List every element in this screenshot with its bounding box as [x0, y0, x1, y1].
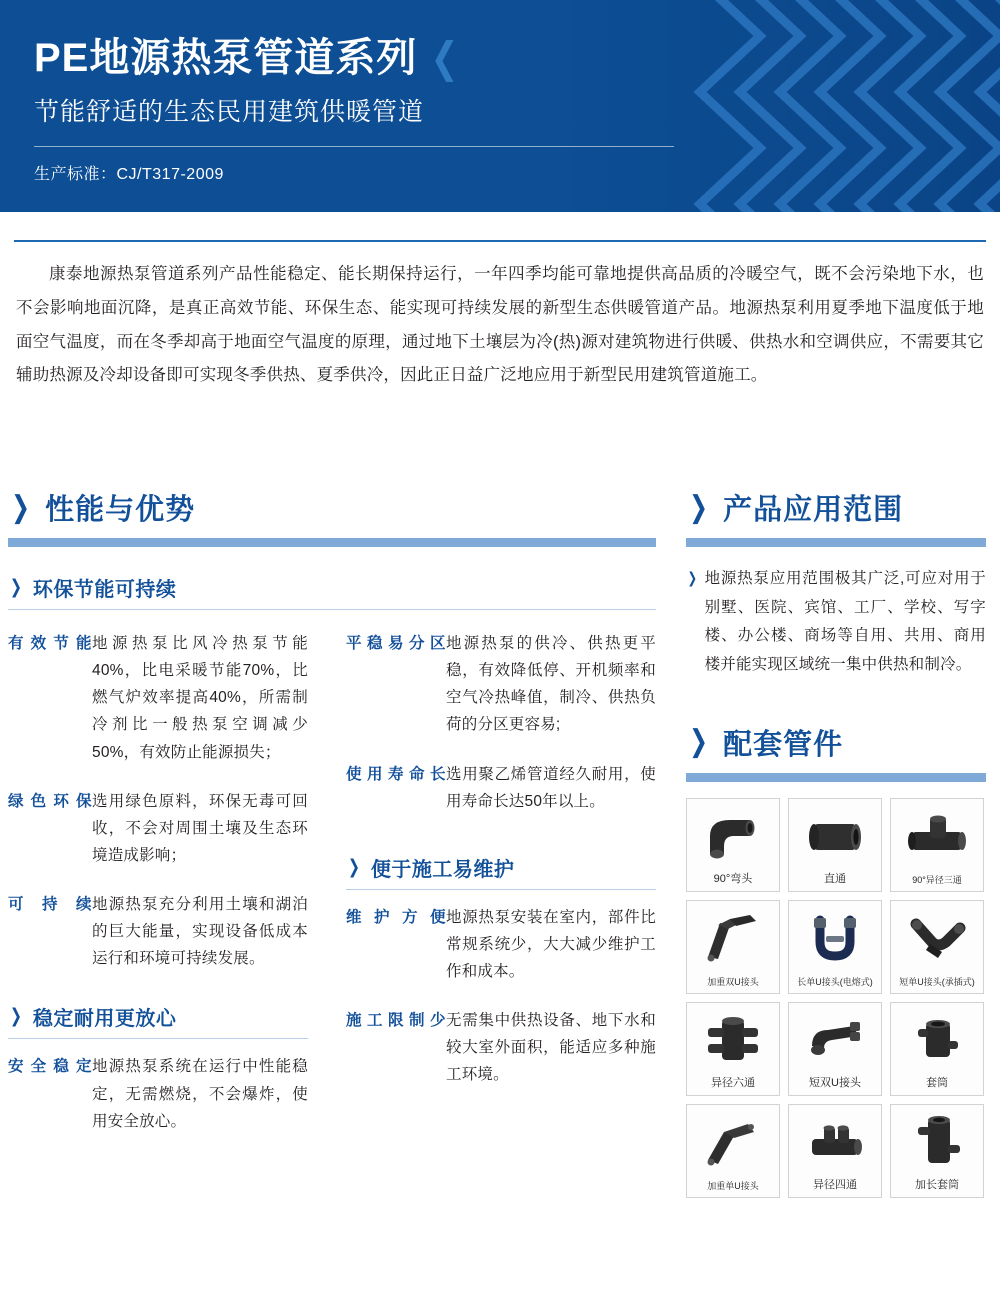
subsection-title-maintenance: 便于施工易维护 — [370, 858, 515, 881]
sleeve-icon — [891, 1003, 983, 1077]
feature-text: 地源热泵安装在室内，部件比常规系统少，大大减少维护工作和成本。 — [446, 908, 656, 980]
feature-text: 地源热泵的供冷、供热更平稳，有效降低停、开机频率和空气冷热峰值，制冷、供热负荷的分区更容易; — [446, 635, 656, 734]
fitting-caption: 90°异径三通 — [912, 874, 962, 885]
subsection-divider-eco — [8, 609, 656, 610]
short-double-u-icon — [789, 1003, 881, 1077]
chevron-right-icon: ❯ — [689, 490, 708, 524]
section-bar-performance — [8, 538, 656, 547]
section-heading-application — [686, 487, 986, 528]
fitting-caption: 异径四通 — [813, 1178, 857, 1191]
chevron-right-icon: ❯ — [347, 856, 360, 878]
chevron-right-icon: ❯ — [11, 490, 30, 524]
fitting-cell[interactable] — [686, 798, 780, 892]
fitting-caption: 长单U接头(电熔式) — [797, 976, 873, 987]
features-column-b — [346, 616, 656, 1089]
extended-sleeve-icon — [891, 1105, 983, 1179]
subsection-title-eco: 环保节能可持续 — [32, 579, 177, 601]
feature-label: 有效节能 — [8, 635, 92, 652]
fitting-cell[interactable] — [788, 1104, 882, 1198]
chevron-right-icon: ❯ — [9, 1006, 22, 1028]
fitting-cell[interactable] — [890, 900, 984, 994]
title-row — [34, 36, 734, 80]
feature-label: 平稳易分区 — [346, 635, 446, 652]
fitting-caption: 90°弯头 — [713, 872, 753, 885]
fitting-caption: 短双U接头 — [809, 1076, 861, 1089]
features-column-a — [8, 616, 308, 1135]
production-standard: 生产标准：CJ/T317-2009 — [34, 166, 224, 183]
feature-row — [8, 1053, 308, 1134]
reducing-tee-90-icon — [891, 799, 983, 875]
reducing-cross-six-icon — [687, 1003, 779, 1077]
elbow-90-icon — [687, 799, 779, 873]
page-subtitle: 节能舒适的生态民用建筑供暖管道 — [34, 98, 425, 126]
fitting-caption: 加长套筒 — [915, 1178, 959, 1191]
fitting-cell[interactable] — [890, 798, 984, 892]
chevron-right-icon: ❯ — [9, 577, 22, 598]
subsection-divider-maintenance — [346, 889, 656, 890]
fittings-grid — [686, 798, 986, 1198]
feature-text: 无需集中供热设备、地下水和较大室外面积，能适应多种施工环境。 — [446, 1012, 656, 1084]
feature-text: 地源热泵系统在运行中性能稳定，无需燃烧，不会爆炸，使用安全放心。 — [92, 1058, 308, 1130]
fitting-cell[interactable] — [788, 1002, 882, 1096]
subsection-heading-stable — [8, 1002, 308, 1031]
fitting-caption: 直通 — [824, 872, 846, 885]
subsection-heading-maintenance — [346, 853, 656, 882]
section-bar-fittings — [686, 773, 986, 782]
feature-label: 维护方便 — [346, 908, 446, 926]
long-single-u-electrofusion-icon — [789, 901, 881, 977]
fitting-cell[interactable] — [686, 1002, 780, 1096]
fitting-cell[interactable] — [686, 900, 780, 994]
feature-label: 安全稳定 — [8, 1058, 92, 1076]
fitting-cell[interactable] — [788, 900, 882, 994]
short-single-u-socket-icon — [891, 901, 983, 977]
fitting-cell[interactable] — [890, 1104, 984, 1198]
feature-row — [346, 904, 656, 985]
fitting-cell[interactable] — [788, 798, 882, 892]
chevron-right-icon: ❯ — [687, 570, 698, 587]
subsection-divider-stable — [8, 1038, 308, 1039]
left-column — [8, 487, 668, 1316]
fitting-caption: 异径六通 — [711, 1076, 755, 1089]
section-heading-fittings — [686, 722, 986, 763]
section-bar-application — [686, 538, 986, 547]
feature-text: 地源热泵比风冷热泵节能40%，比电采暖节能70%，比燃气炉效率提高40%，所需制冷剂比一般热泵空调减少50%，有效防止能源损失； — [92, 635, 308, 761]
feature-row — [346, 630, 656, 739]
fitting-caption: 加重单U接头 — [707, 1180, 759, 1191]
feature-text: 地源热泵充分利用土壤和湖泊的巨大能量，实现设备低成本运行和环境可持续发展。 — [92, 896, 308, 968]
right-column — [686, 487, 986, 1198]
heavy-single-u-icon — [687, 1105, 779, 1181]
section-heading-performance — [8, 487, 668, 528]
chevron-right-icon: ❯ — [689, 725, 708, 759]
title-chevron-icon: ❮ — [430, 34, 460, 81]
feature-text: 选用聚乙烯管道经久耐用，使用寿命长达50年以上。 — [446, 765, 656, 810]
feature-row — [346, 761, 656, 815]
reducing-cross-four-icon — [789, 1105, 881, 1179]
fitting-cell[interactable] — [686, 1104, 780, 1198]
feature-row — [346, 1007, 656, 1088]
feature-row — [8, 891, 308, 972]
page-title: PE地源热泵管道系列 — [34, 36, 418, 80]
fitting-cell[interactable] — [890, 1002, 984, 1096]
application-paragraph — [686, 565, 986, 680]
intro-paragraph: 康泰地源热泵管道系列产品性能稳定、能长期保持运行，一年四季均能可靠地提供高品质的冷暖空气，既不会污染地下水，也不会影响地面沉降，是真正高效节能、环保生态、能实现可持续发展的新型生态供暖管道产品。地源热泵利用夏季地下温度低于地面空气温度，而在冬季却高于地面空气温度的原理，通过地下土壤层为冷(热)源对建筑物进行供暖、供热水和空调供应，不需要其它辅助热源及冷却设备即可实现冬季供热、夏季供冷，因此正日益广泛地应用于新型民用建筑管道施工。 — [16, 265, 984, 385]
header-content — [34, 36, 734, 184]
feature-label: 可持续 — [8, 896, 92, 913]
feature-row — [8, 630, 308, 766]
subsection-heading-eco — [8, 573, 668, 602]
subsection-title-stable: 稳定耐用更放心 — [32, 1008, 177, 1031]
header-divider — [34, 146, 674, 147]
heavy-double-u-icon — [687, 901, 779, 977]
features-two-column-wrap — [8, 616, 668, 1316]
feature-text: 选用绿色原料，环保无毒可回收，不会对周围土壤及生态环境造成影响； — [92, 792, 308, 864]
intro-divider — [14, 240, 986, 242]
section-title-performance: 性能与优势 — [45, 494, 196, 526]
page-header — [0, 0, 1000, 212]
feature-label: 施工限制少 — [346, 1012, 446, 1030]
coupler-icon — [789, 799, 881, 873]
fitting-caption: 短单U接头(承插式) — [899, 976, 975, 987]
application-text: 地源热泵应用范围极其广泛,可应对用于别墅、医院、宾馆、工厂、学校、写字楼、办公楼、商场等自用、共用、商用楼并能实现区域统一集中供热和制冷。 — [704, 570, 986, 674]
section-title-fittings: 配套管件 — [723, 728, 844, 761]
section-title-application: 产品应用范围 — [723, 494, 904, 526]
feature-label: 绿色环保 — [8, 792, 92, 810]
fitting-caption: 套筒 — [926, 1076, 948, 1089]
fitting-caption: 加重双U接头 — [707, 976, 759, 987]
feature-row — [8, 788, 308, 869]
feature-label: 使用寿命长 — [346, 765, 446, 783]
